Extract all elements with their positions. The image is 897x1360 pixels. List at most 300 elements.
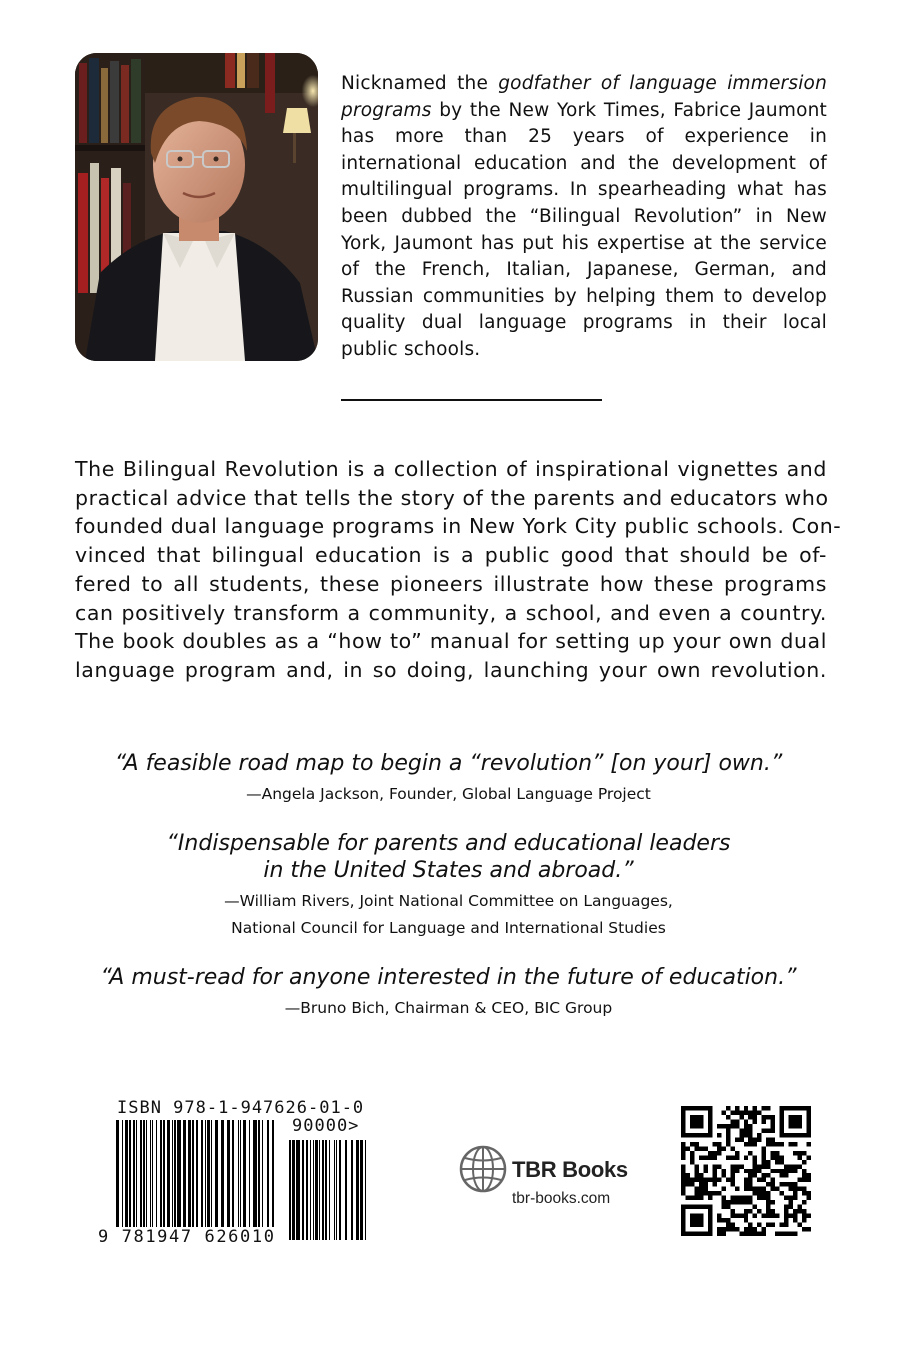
- barcode-bar: [336, 1140, 337, 1240]
- qr-module: [771, 1178, 775, 1182]
- qr-module: [753, 1155, 757, 1159]
- qr-module: [780, 1155, 784, 1159]
- qr-module: [789, 1182, 793, 1186]
- qr-module: [744, 1196, 748, 1200]
- qr-module: [708, 1209, 712, 1213]
- qr-module: [798, 1155, 802, 1159]
- qr-module: [694, 1164, 698, 1168]
- qr-module: [802, 1187, 806, 1191]
- qr-module: [699, 1124, 703, 1128]
- barcode-bar: [334, 1140, 335, 1240]
- qr-module: [793, 1191, 797, 1195]
- qr-module: [780, 1110, 784, 1114]
- blurb-line: founded dual language programs in New York City public schools. Con-: [75, 514, 842, 539]
- qr-code-icon: [681, 1106, 811, 1236]
- qr-module: [771, 1209, 775, 1213]
- author-photo: [75, 53, 318, 361]
- qr-module: [753, 1191, 757, 1195]
- qr-module: [730, 1119, 734, 1123]
- qr-module: [708, 1119, 712, 1123]
- qr-module: [780, 1133, 784, 1137]
- barcode-bar: [196, 1120, 198, 1242]
- qr-module: [708, 1133, 712, 1137]
- qr-module: [784, 1182, 788, 1186]
- qr-module: [712, 1164, 716, 1168]
- barcode-bar: [296, 1140, 300, 1240]
- qr-module: [717, 1142, 721, 1146]
- qr-module: [735, 1137, 739, 1141]
- qr-module: [771, 1169, 775, 1173]
- qr-module: [802, 1191, 806, 1195]
- qr-module: [753, 1137, 757, 1141]
- qr-module: [726, 1218, 730, 1222]
- qr-module: [748, 1196, 752, 1200]
- qr-module: [771, 1137, 775, 1141]
- qr-module: [694, 1223, 698, 1227]
- barcode-bar: [211, 1120, 212, 1232]
- qr-module: [748, 1115, 752, 1119]
- qr-module: [690, 1119, 694, 1123]
- barcode-bar: [262, 1120, 263, 1232]
- qr-module: [793, 1232, 797, 1236]
- barcode-bar: [232, 1120, 234, 1232]
- qr-module: [681, 1205, 685, 1209]
- qr-module: [744, 1218, 748, 1222]
- barcode-bar: [177, 1120, 181, 1232]
- qr-module: [703, 1133, 707, 1137]
- qr-module: [708, 1223, 712, 1227]
- qr-module: [753, 1119, 757, 1123]
- qr-module: [789, 1169, 793, 1173]
- qr-module: [753, 1205, 757, 1209]
- qr-module: [685, 1196, 689, 1200]
- qr-module: [757, 1178, 761, 1182]
- qr-module: [730, 1155, 734, 1159]
- barcode-bar: [188, 1120, 191, 1232]
- qr-module: [690, 1133, 694, 1137]
- qr-module: [699, 1187, 703, 1191]
- qr-module: [793, 1151, 797, 1155]
- globe-icon: [459, 1145, 507, 1193]
- quote-attribution: [0, 888, 897, 942]
- endorsement-quote: [0, 750, 897, 808]
- qr-module: [784, 1164, 788, 1168]
- qr-module: [784, 1173, 788, 1177]
- qr-module: [753, 1106, 757, 1110]
- qr-module: [699, 1133, 703, 1137]
- qr-module: [748, 1142, 752, 1146]
- qr-module: [694, 1178, 698, 1182]
- qr-module: [712, 1182, 716, 1186]
- blurb-line: can positively transform a community, a school, and even a country.: [75, 600, 827, 625]
- qr-module: [681, 1124, 685, 1128]
- qr-module: [753, 1173, 757, 1177]
- qr-module: [780, 1119, 784, 1123]
- qr-module: [681, 1155, 685, 1159]
- qr-module: [748, 1182, 752, 1186]
- qr-module: [771, 1128, 775, 1132]
- barcode-bar: [289, 1140, 291, 1240]
- qr-module: [780, 1128, 784, 1132]
- qr-module: [694, 1115, 698, 1119]
- qr-module: [775, 1142, 779, 1146]
- qr-module: [694, 1196, 698, 1200]
- qr-module: [789, 1106, 793, 1110]
- qr-module: [780, 1160, 784, 1164]
- qr-module: [766, 1164, 770, 1168]
- qr-module: [730, 1196, 734, 1200]
- barcode-bar: [243, 1120, 246, 1232]
- qr-module: [789, 1205, 793, 1209]
- qr-module: [708, 1110, 712, 1114]
- qr-module: [703, 1205, 707, 1209]
- publisher-website[interactable]: tbr-books.com: [512, 1190, 611, 1207]
- qr-module: [807, 1196, 811, 1200]
- qr-module: [690, 1232, 694, 1236]
- qr-module: [694, 1124, 698, 1128]
- qr-module: [685, 1146, 689, 1150]
- qr-module: [780, 1223, 784, 1227]
- qr-module: [748, 1173, 752, 1177]
- qr-module: [744, 1214, 748, 1218]
- qr-module: [726, 1137, 730, 1141]
- attribution-line: National Council for Language and International Studies: [231, 919, 666, 937]
- qr-module: [757, 1137, 761, 1141]
- qr-module: [690, 1115, 694, 1119]
- qr-module: [735, 1119, 739, 1123]
- barcode-bar: [152, 1120, 153, 1232]
- qr-module: [681, 1223, 685, 1227]
- barcode-bar: [215, 1120, 218, 1232]
- qr-module: [807, 1119, 811, 1123]
- qr-module: [748, 1169, 752, 1173]
- quote-text-line: “Indispensable for parents and educational leaders: [166, 831, 731, 856]
- qr-module: [762, 1160, 766, 1164]
- qr-module: [802, 1133, 806, 1137]
- qr-module: [802, 1178, 806, 1182]
- qr-module: [744, 1200, 748, 1204]
- qr-module: [708, 1128, 712, 1132]
- qr-module: [807, 1128, 811, 1132]
- qr-module: [807, 1173, 811, 1177]
- barcode-bar: [201, 1120, 203, 1232]
- barcode-bar: [140, 1120, 142, 1232]
- qr-module: [766, 1128, 770, 1132]
- qr-module: [717, 1214, 721, 1218]
- qr-module: [708, 1106, 712, 1110]
- qr-module: [789, 1124, 793, 1128]
- qr-module: [681, 1164, 685, 1168]
- qr-module: [694, 1218, 698, 1222]
- qr-module: [735, 1106, 739, 1110]
- qr-module: [717, 1191, 721, 1195]
- qr-module: [802, 1173, 806, 1177]
- qr-module: [739, 1110, 743, 1114]
- qr-module: [681, 1146, 685, 1150]
- qr-module: [757, 1110, 761, 1114]
- qr-module: [789, 1119, 793, 1123]
- qr-module: [771, 1223, 775, 1227]
- qr-module: [775, 1160, 779, 1164]
- qr-module: [802, 1160, 806, 1164]
- qr-module: [762, 1119, 766, 1123]
- qr-module: [789, 1164, 793, 1168]
- qr-module: [726, 1223, 730, 1227]
- qr-module: [793, 1124, 797, 1128]
- qr-module: [784, 1214, 788, 1218]
- qr-module: [708, 1218, 712, 1222]
- qr-module: [681, 1178, 685, 1182]
- qr-module: [721, 1232, 725, 1236]
- qr-module: [712, 1155, 716, 1159]
- barcode-bar: [207, 1120, 210, 1232]
- qr-module: [708, 1196, 712, 1200]
- qr-module: [699, 1218, 703, 1222]
- qr-module: [744, 1182, 748, 1186]
- qr-module: [681, 1119, 685, 1123]
- endorsement-quote: [0, 830, 897, 942]
- qr-module: [771, 1214, 775, 1218]
- qr-module: [699, 1196, 703, 1200]
- qr-module: [739, 1214, 743, 1218]
- barcode-bar: [136, 1120, 137, 1232]
- qr-module: [753, 1187, 757, 1191]
- qr-module: [681, 1110, 685, 1114]
- qr-module: [789, 1115, 793, 1119]
- qr-module: [717, 1232, 721, 1236]
- qr-module: [771, 1187, 775, 1191]
- qr-module: [771, 1151, 775, 1155]
- qr-module: [793, 1142, 797, 1146]
- qr-module: [730, 1182, 734, 1186]
- qr-module: [690, 1160, 694, 1164]
- qr-module: [780, 1142, 784, 1146]
- qr-module: [690, 1124, 694, 1128]
- qr-module: [726, 1227, 730, 1231]
- barcode-bar: [122, 1120, 123, 1232]
- qr-module: [681, 1128, 685, 1132]
- qr-module: [744, 1119, 748, 1123]
- barcode-bar: [306, 1140, 308, 1240]
- qr-module: [712, 1173, 716, 1177]
- qr-module: [681, 1182, 685, 1186]
- attribution-line: —Angela Jackson, Founder, Global Language Project: [246, 785, 651, 803]
- book-blurb: [75, 455, 842, 685]
- qr-module: [748, 1209, 752, 1213]
- publisher-logo: [459, 1145, 639, 1215]
- qr-module: [762, 1196, 766, 1200]
- barcode-bar: [146, 1120, 147, 1232]
- qr-module: [694, 1119, 698, 1123]
- qr-module: [726, 1178, 730, 1182]
- qr-module: [735, 1187, 739, 1191]
- publisher-name: TBR Books: [512, 1157, 628, 1182]
- qr-module: [721, 1200, 725, 1204]
- qr-module: [685, 1106, 689, 1110]
- quote-attribution: [0, 781, 897, 808]
- qr-module: [802, 1214, 806, 1218]
- qr-module: [780, 1106, 784, 1110]
- qr-module: [681, 1142, 685, 1146]
- qr-module: [694, 1142, 698, 1146]
- barcode-bar: [339, 1140, 341, 1240]
- barcode-bar: [116, 1120, 119, 1242]
- qr-module: [717, 1227, 721, 1231]
- qr-module: [744, 1178, 748, 1182]
- barcode-bar: [253, 1120, 257, 1232]
- qr-module: [766, 1200, 770, 1204]
- qr-module: [730, 1178, 734, 1182]
- qr-module: [748, 1151, 752, 1155]
- qr-module: [775, 1187, 779, 1191]
- qr-module: [802, 1106, 806, 1110]
- qr-module: [690, 1214, 694, 1218]
- blurb-line: practical advice that tells the story of the parents and educators who: [75, 485, 829, 510]
- qr-module: [681, 1214, 685, 1218]
- qr-module: [744, 1227, 748, 1231]
- qr-module: [798, 1223, 802, 1227]
- qr-module: [753, 1169, 757, 1173]
- qr-module: [766, 1115, 770, 1119]
- qr-module: [690, 1182, 694, 1186]
- qr-module: [685, 1133, 689, 1137]
- qr-module: [703, 1191, 707, 1195]
- qr-module: [780, 1232, 784, 1236]
- qr-module: [735, 1124, 739, 1128]
- quote-text-line: in the United States and abroad.”: [263, 858, 634, 883]
- qr-module: [703, 1178, 707, 1182]
- qr-module: [784, 1232, 788, 1236]
- qr-module: [726, 1200, 730, 1204]
- qr-module: [793, 1119, 797, 1123]
- qr-module: [703, 1155, 707, 1159]
- qr-module: [721, 1205, 725, 1209]
- qr-module: [784, 1106, 788, 1110]
- qr-module: [681, 1173, 685, 1177]
- qr-module: [744, 1209, 748, 1213]
- qr-module: [793, 1164, 797, 1168]
- qr-module: [694, 1232, 698, 1236]
- qr-module: [694, 1214, 698, 1218]
- blurb-line: The Bilingual Revolution is a collection of inspirational vignettes and: [75, 457, 827, 481]
- qr-module: [739, 1137, 743, 1141]
- qr-module: [744, 1106, 748, 1110]
- qr-module: [793, 1182, 797, 1186]
- qr-module: [708, 1178, 712, 1182]
- qr-module: [748, 1128, 752, 1132]
- qr-module: [807, 1178, 811, 1182]
- qr-module: [708, 1115, 712, 1119]
- qr-module: [703, 1164, 707, 1168]
- qr-module: [721, 1124, 725, 1128]
- qr-module: [762, 1191, 766, 1195]
- qr-module: [699, 1182, 703, 1186]
- barcode-bar: [329, 1140, 330, 1240]
- qr-module: [685, 1173, 689, 1177]
- qr-module: [753, 1232, 757, 1236]
- qr-module: [807, 1110, 811, 1114]
- qr-module: [766, 1182, 770, 1186]
- qr-module: [793, 1169, 797, 1173]
- qr-module: [807, 1214, 811, 1218]
- qr-module: [730, 1169, 734, 1173]
- qr-module: [757, 1164, 761, 1168]
- qr-module: [699, 1119, 703, 1123]
- qr-module: [721, 1227, 725, 1231]
- qr-module: [762, 1164, 766, 1168]
- barcode-bar: [163, 1120, 165, 1232]
- barcode-bar: [192, 1120, 194, 1232]
- qr-module: [699, 1106, 703, 1110]
- qr-module: [753, 1214, 757, 1218]
- qr-module: [730, 1164, 734, 1168]
- author-bio: [341, 71, 827, 364]
- barcode-bar: [272, 1120, 274, 1232]
- qr-module: [762, 1155, 766, 1159]
- qr-module: [717, 1218, 721, 1222]
- qr-module: [748, 1187, 752, 1191]
- qr-module: [685, 1205, 689, 1209]
- qr-module: [681, 1115, 685, 1119]
- qr-module: [762, 1214, 766, 1218]
- barcode-bar: [292, 1140, 295, 1240]
- qr-module: [744, 1124, 748, 1128]
- bio-rest: by the New York Times, Fabrice Jaumont has more than 25 years of experience in international education and the development of multilingual programs. In spearheading what has been dubbed the “Bilingual Revolution” in New York, Jaumont has put his expertise at the service of the French, Italian, Japanese, German, and Russian communities by helping them to develop quality dual language programs in their local public schools.: [341, 99, 827, 360]
- qr-module: [717, 1178, 721, 1182]
- qr-module: [744, 1133, 748, 1137]
- barcode-bar: [172, 1120, 173, 1232]
- barcode-bar: [249, 1120, 250, 1232]
- blurb-line: fered to all students, these pioneers illustrate how these programs: [75, 571, 827, 596]
- qr-module: [730, 1124, 734, 1128]
- qr-module: [798, 1209, 802, 1213]
- qr-module: [762, 1173, 766, 1177]
- qr-module: [789, 1214, 793, 1218]
- qr-module: [757, 1223, 761, 1227]
- barcode-bar: [315, 1140, 318, 1240]
- qr-module: [699, 1232, 703, 1236]
- qr-module: [703, 1106, 707, 1110]
- qr-module: [744, 1232, 748, 1236]
- qr-module: [735, 1169, 739, 1173]
- qr-module: [757, 1232, 761, 1236]
- qr-module: [730, 1146, 734, 1150]
- qr-module: [757, 1209, 761, 1213]
- qr-module: [721, 1169, 725, 1173]
- qr-module: [775, 1151, 779, 1155]
- qr-module: [730, 1200, 734, 1204]
- qr-module: [793, 1187, 797, 1191]
- qr-module: [739, 1133, 743, 1137]
- qr-module: [771, 1142, 775, 1146]
- barcode-bar: [238, 1120, 239, 1232]
- qr-module: [694, 1146, 698, 1150]
- barcode-bar: [319, 1140, 320, 1240]
- qr-module: [766, 1223, 770, 1227]
- qr-module: [726, 1124, 730, 1128]
- qr-module: [766, 1196, 770, 1200]
- qr-module: [708, 1124, 712, 1128]
- qr-module: [690, 1223, 694, 1227]
- qr-module: [798, 1205, 802, 1209]
- qr-module: [798, 1115, 802, 1119]
- qr-module: [775, 1169, 779, 1173]
- qr-module: [726, 1115, 730, 1119]
- qr-module: [807, 1155, 811, 1159]
- qr-module: [757, 1169, 761, 1173]
- qr-module: [681, 1227, 685, 1231]
- qr-module: [802, 1209, 806, 1213]
